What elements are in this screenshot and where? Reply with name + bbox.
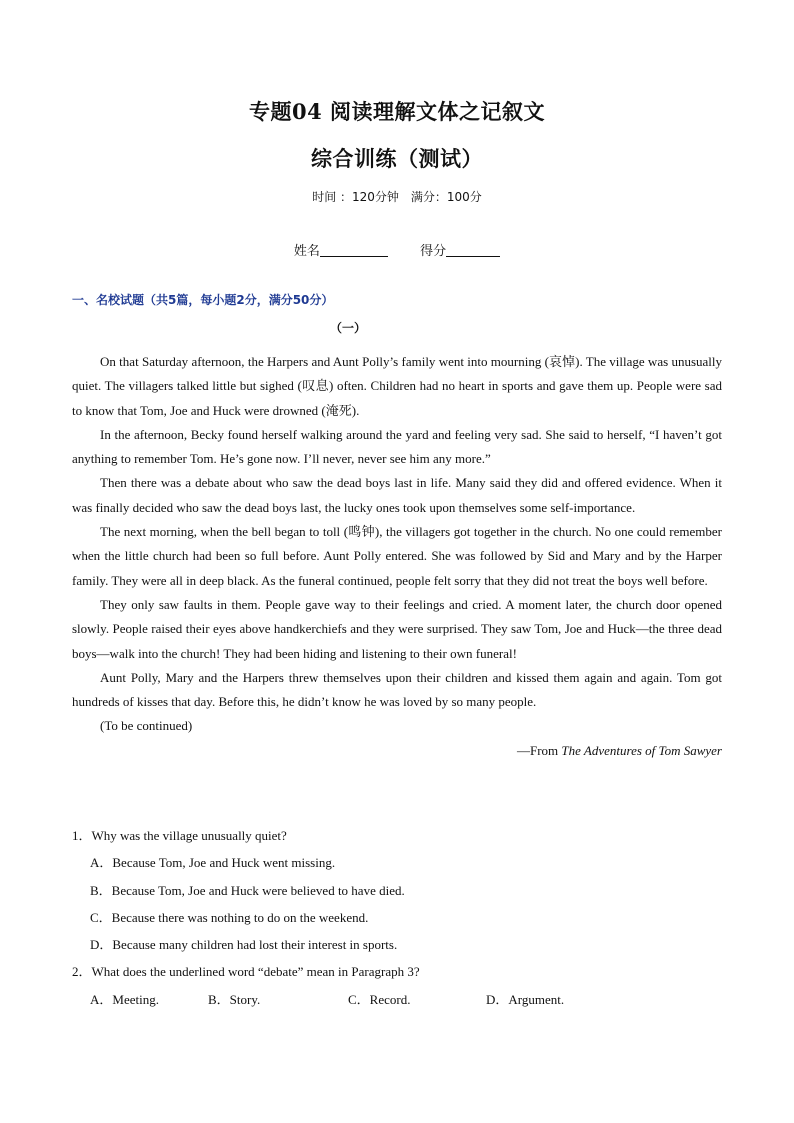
name-label: 姓名 [293,244,320,259]
question-2-stem: 2．What does the underlined word “debate” mean in Paragraph 3? [72,964,420,980]
passage-paragraph-3: Then there was a debate about who saw the dead boys last in life. Many said they did and offered evidence. When it was finally decided who saw the dead boys last, the lucky ones took upon themselves some self-importance. [72,475,722,515]
name-score-bar [0,240,794,259]
question-list [72,822,732,1013]
passage-paragraph-5: They only saw faults in them. People gave way to their feelings and cried. A moment later, the church door opened slowly. People raised their eyes above handkerchiefs and they were surprised. They saw Tom, Joe and Huck—the three dead boys—walk into the church! They had been hiding and listening to their own funeral! [72,596,722,661]
score-blank[interactable] [446,242,500,257]
to-be-continued: (To be continued) [100,718,193,734]
passage-source [72,739,722,763]
passage-paragraph-2: In the afternoon, Becky found herself walking around the yard and feeling very sad. She said to herself, “I haven’t got anything to remember Tom. He’s gone now. I’ll never, never see him any more.” [72,426,722,467]
question-2-option-c[interactable]: C．Record. [348,991,411,1007]
document-subtitle: 综合训练（测试） [311,146,483,171]
question-1-option-c[interactable]: C．Because there was nothing to do on the weekend. [90,909,369,925]
document-title: 专题04 阅读理解文体之记叙文 [248,99,546,124]
question-2-option-d[interactable]: D．Argument. [486,991,565,1007]
passage-paragraph-4: The next morning, when the bell began to toll (鸣钟), the villagers got together in the church. No one could remember when the little church had been so full before. Aunt Polly entered. She was followed by Sid and Mary and by the Harper family. They were all in deep black. As the funeral continued, people felt sorry that they did not treat the boys well before. [72,524,722,588]
question-1-option-d[interactable]: D．Because many children had lost their interest in sports. [90,937,398,953]
score-label: 得分 [420,244,447,259]
source-prefix: —From [517,742,562,758]
question-1-option-b[interactable]: B．Because Tom, Joe and Huck were believed to have died. [90,882,405,898]
reading-passage [72,350,722,763]
question-2-option-b[interactable]: B．Story. [208,991,261,1007]
question-1-option-a[interactable]: A．Because Tom, Joe and Huck went missing. [90,855,336,871]
name-blank[interactable] [320,242,388,257]
passage-paragraph-1: On that Saturday afternoon, the Harpers and Aunt Polly’s family went into mourning (哀悼). The village was unusually quiet. The villagers talked little but sighed (叹息) often. Children had no heart in sports and gave them up. People were sad to know that Tom, Joe and Huck were drowned (淹死). [72,354,722,418]
question-1-stem: 1．Why was the village unusually quiet? [72,828,287,843]
question-2-option-a[interactable]: A．Meeting. [90,991,159,1007]
section-heading: 一、名校试题（共5篇，每小题2分，满分50分） [72,293,334,307]
passage-paragraph-6: Aunt Polly, Mary and the Harpers threw themselves upon their children and kissed them again and again. Tom got hundreds of kisses that day. Before this, he didn’t know he was loved by so many people. [72,669,722,710]
question-2-options [72,986,732,1013]
source-title: The Adventures of Tom Sawyer [561,742,722,758]
exam-meta: 时间 ：120分钟 满分：100分 [312,190,482,204]
part-number: （一） [330,321,367,335]
